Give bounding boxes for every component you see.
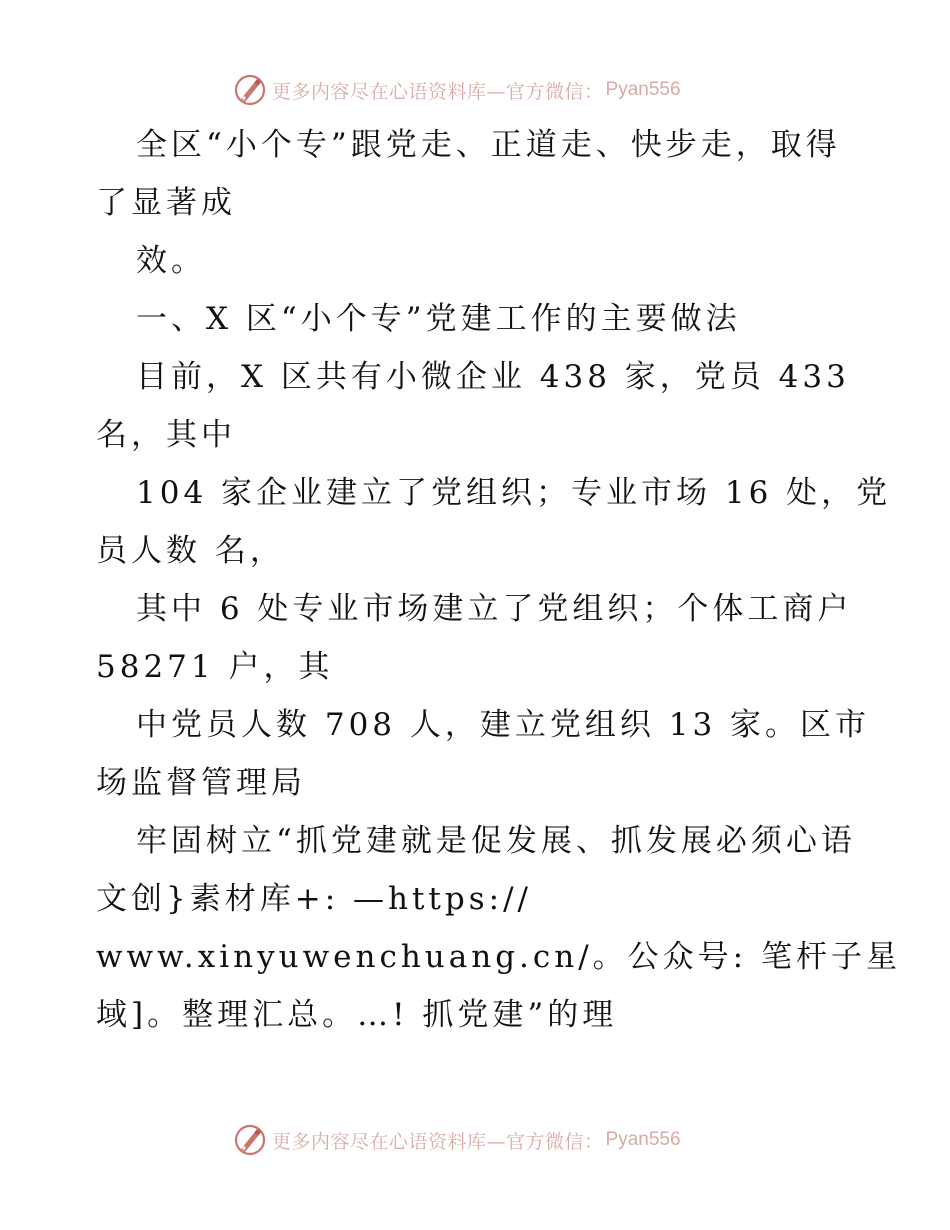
text-line: www.xinyuwenchuang.cn/。公众号: 笔杆子星 (96, 939, 901, 975)
header-watermark (232, 72, 681, 108)
text-line: 目前，X 区共有小微企业 438 家，党员 433 (136, 359, 850, 395)
text-line: 名，其中 (96, 417, 236, 453)
text-line: 58271 户，其 (96, 649, 334, 685)
text-line: 文创}素材库+: —https:// (96, 881, 532, 917)
footer-watermark (232, 1122, 681, 1158)
section-heading: 一、X 区“小个专”党建工作的主要做法 (136, 301, 741, 337)
text-line: 104 家企业建立了党组织；专业市场 16 处，党 (136, 475, 892, 511)
text-line: 了显著成 (96, 185, 236, 221)
body-text (96, 116, 901, 1044)
pen-logo-icon (232, 72, 268, 108)
text-line: 中党员人数 708 人，建立党组织 13 家。区市 (136, 707, 871, 743)
text-line: 牢固树立“抓党建就是促发展、抓发展必须心语 (136, 823, 856, 859)
text-line: 域]。整理汇总。…! 抓党建”的理 (96, 997, 618, 1033)
pen-logo-icon (232, 1122, 268, 1158)
watermark-text: 更多内容尽在心语资料库—官方微信： (272, 1130, 604, 1153)
text-line: 效。 (136, 243, 206, 279)
text-line: 场监督管理局 (96, 765, 306, 801)
text-line: 其中 6 处专业市场建立了党组织；个体工商户 (136, 591, 853, 627)
text-line: 全区“小个专”跟党走、正道走、快步走，取得 (136, 127, 841, 163)
watermark-wechat-id: Pyan556 (605, 79, 681, 100)
text-line: 员人数 名， (96, 533, 285, 569)
watermark-wechat-id: Pyan556 (605, 1129, 681, 1150)
watermark-text: 更多内容尽在心语资料库—官方微信： (272, 80, 604, 103)
